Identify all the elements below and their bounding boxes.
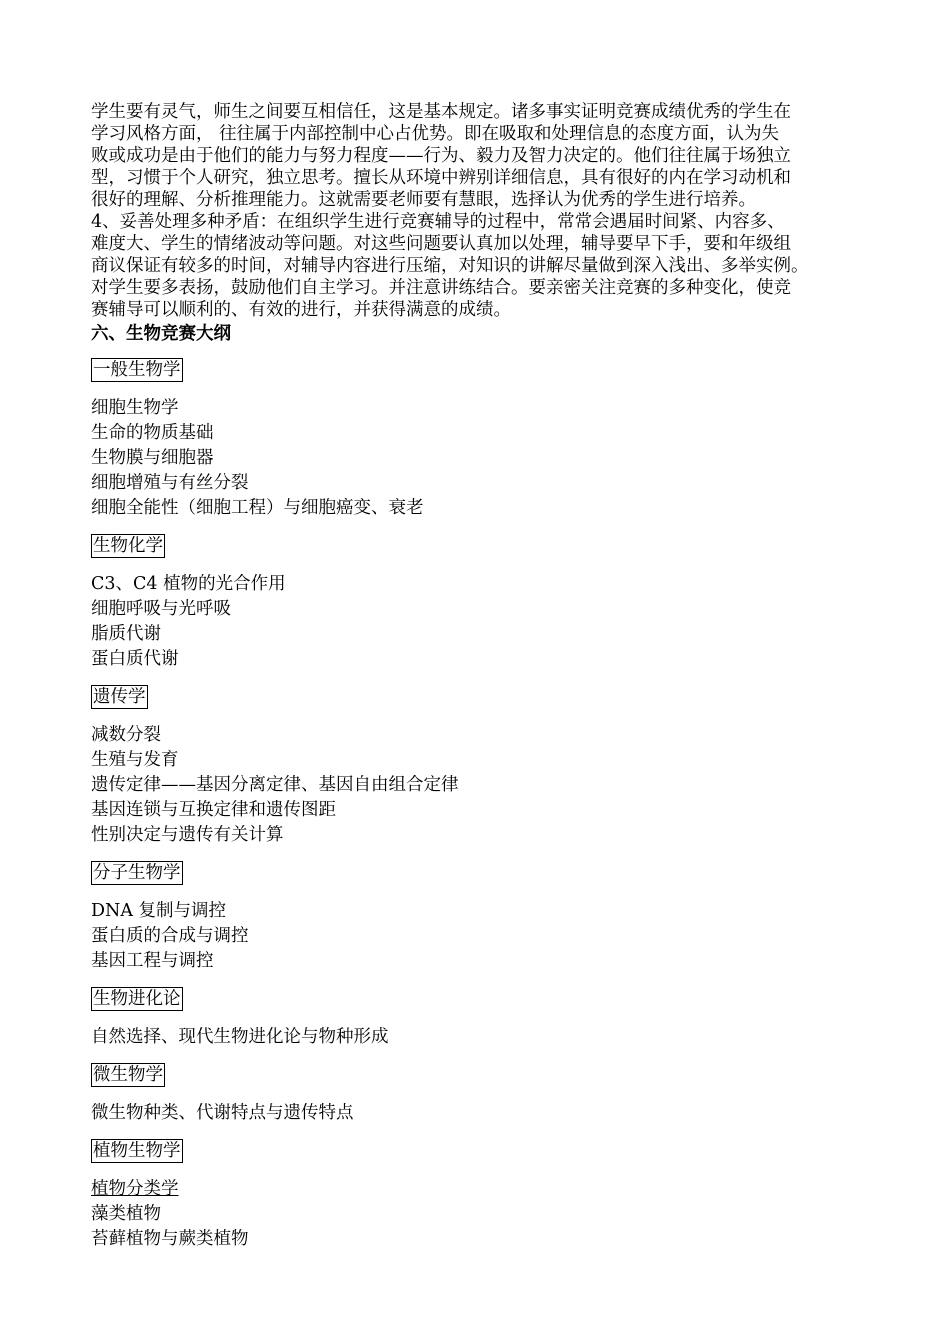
syllabus-section (91, 987, 881, 1050)
section-title-box: 生物进化论 (93, 989, 181, 1009)
topic-item: 基因工程与调控 (91, 951, 214, 971)
topic-item: 细胞生物学 (91, 398, 179, 418)
text-line: 型，习惯于个人研究，独立思考。擅长从环境中辨别详细信息，具有很好的内在学习动机和 (91, 168, 791, 188)
section-title-box: 微生物学 (93, 1065, 163, 1085)
topic-item: 植物分类学 (91, 1179, 179, 1199)
text-line: 难度大、学生的情绪波动等问题。对这些问题要认真加以处理，辅导要早下手，要和年级组 (91, 234, 791, 254)
topic-item: 自然选择、现代生物进化论与物种形成 (91, 1027, 389, 1047)
topic-item: 细胞全能性（细胞工程）与细胞癌变、衰老 (91, 498, 424, 518)
topic-item: 基因连锁与互换定律和遗传图距 (91, 800, 336, 820)
section-title-box: 植物生物学 (93, 1141, 181, 1161)
text-line: 学习风格方面， 往往属于内部控制中心占优势。即在吸取和处理信息的态度方面，认为失 (91, 124, 780, 144)
topic-item: 蛋白质代谢 (91, 649, 179, 669)
topic-item: 生物膜与细胞器 (91, 448, 214, 468)
topic-item: 微生物种类、代谢特点与遗传特点 (91, 1103, 354, 1123)
topic-list (91, 899, 881, 974)
topic-item: C3、C4 植物的光合作用 (91, 574, 286, 594)
topic-list (91, 1025, 881, 1050)
topic-list (91, 723, 881, 848)
topic-item: 脂质代谢 (91, 624, 161, 644)
syllabus-section (91, 358, 881, 521)
text-line: 4、妥善处理多种矛盾：在组织学生进行竞赛辅导的过程中，常常会遇届时间紧、内容多、 (91, 212, 785, 232)
topic-item: 细胞增殖与有丝分裂 (91, 473, 249, 493)
topic-item: 细胞呼吸与光呼吸 (91, 599, 231, 619)
text-line: 商议保证有较多的时间，对辅导内容进行压缩，对知识的讲解尽量做到深入浅出、多举实例。 (91, 256, 809, 276)
section-title-box: 生物化学 (93, 536, 163, 556)
text-line: 赛辅导可以顺利的、有效的进行，并获得满意的成绩。 (91, 300, 511, 320)
topic-list (91, 396, 881, 521)
text-line: 败或成功是由于他们的能力与努力程度——行为、毅力及智力决定的。他们往往属于场独立 (91, 146, 791, 166)
syllabus-section (91, 534, 881, 672)
intro-paragraph (91, 101, 881, 321)
topic-item: 生殖与发育 (91, 750, 179, 770)
topic-item: 性别决定与遗传有关计算 (91, 825, 284, 845)
section-title-box: 遗传学 (93, 687, 146, 707)
topic-item: 遗传定律——基因分离定律、基因自由组合定律 (91, 775, 459, 795)
text-line: 对学生要多表扬，鼓励他们自主学习。并注意讲练结合。要亲密关注竞赛的多种变化，使竞 (91, 278, 791, 298)
section-heading: 六、生物竞赛大纲 (91, 324, 231, 344)
topic-item: 藻类植物 (91, 1204, 161, 1224)
syllabus-section (91, 685, 881, 848)
section-title-box: 分子生物学 (93, 863, 181, 883)
text-line: 很好的理解、分析推理能力。这就需要老师要有慧眼，选择认为优秀的学生进行培养。 (91, 190, 756, 210)
text-line: 学生要有灵气，师生之间要互相信任，这是基本规定。诸多事实证明竞赛成绩优秀的学生在 (91, 102, 791, 122)
topic-list (91, 1177, 881, 1252)
topic-item: 减数分裂 (91, 725, 161, 745)
document-page (91, 101, 881, 1252)
topic-item: DNA 复制与调控 (91, 901, 227, 921)
topic-item: 苔藓植物与蕨类植物 (91, 1229, 249, 1249)
topic-list (91, 572, 881, 672)
syllabus-section (91, 1139, 881, 1252)
topic-item: 生命的物质基础 (91, 423, 214, 443)
syllabus-section (91, 1063, 881, 1126)
syllabus-section (91, 861, 881, 974)
topic-item: 蛋白质的合成与调控 (91, 926, 249, 946)
topic-list (91, 1101, 881, 1126)
section-title-box: 一般生物学 (93, 360, 181, 380)
